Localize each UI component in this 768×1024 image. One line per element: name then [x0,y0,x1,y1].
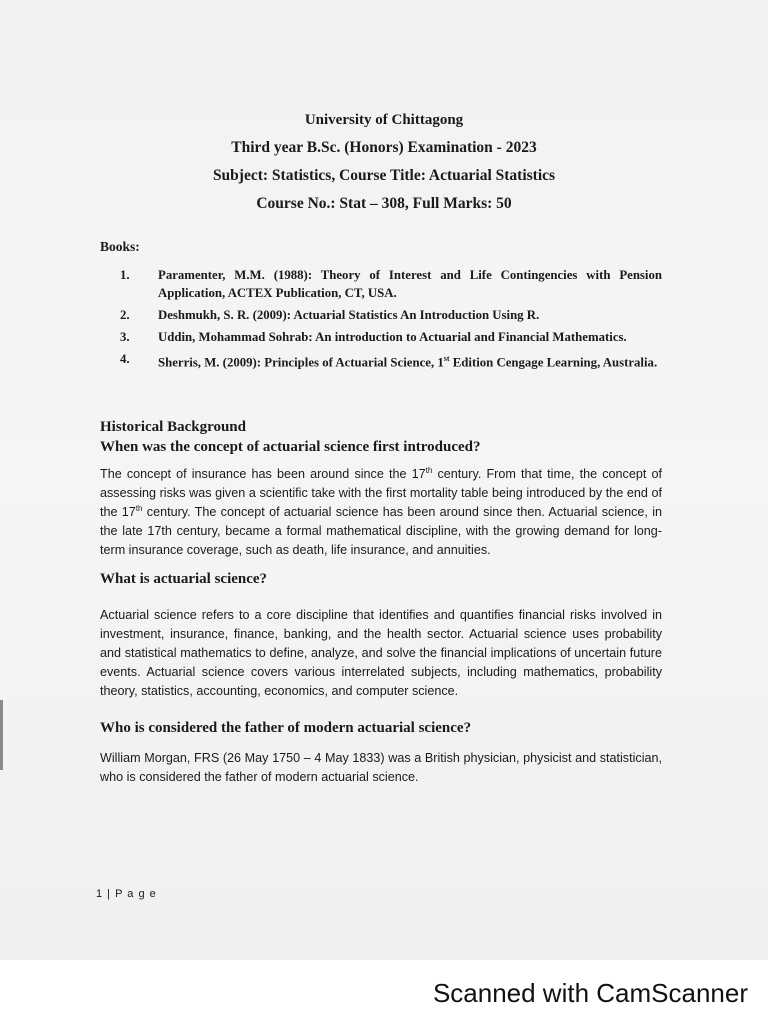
course-line: Course No.: Stat – 308, Full Marks: 50 [256,195,512,212]
scan-edge-mark [0,700,3,770]
book-number: 2. [120,308,130,322]
book-item [120,350,662,371]
page-number: 1 | P a g e [96,888,157,900]
scanner-watermark: Scanned with CamScanner [432,978,748,1008]
book-item [120,328,662,346]
what-title: What is actuarial science? [100,571,268,587]
book-number: 4. [120,352,130,366]
subject-line: Subject: Statistics, Course Title: Actuarial Statistics [212,167,556,184]
book-number: 3. [120,330,130,344]
book-text: Uddin, Mohammad Sohrab: An introduction to Actuarial and Financial Mathematics. [158,330,627,344]
father-paragraph: William Morgan, FRS (26 May 1750 – 4 May 1833) was a British physician, physicist and statistician, who is considered the father of modern actuarial science. [100,751,662,784]
historical-title: Historical Background [100,419,246,435]
university-name: University of Chittagong [304,112,464,128]
historical-section [100,417,481,457]
historical-question: When was the concept of actuarial science first introduced? [100,439,481,455]
book-text: Deshmukh, S. R. (2009): Actuarial Statistics An Introduction Using R. [158,308,540,322]
books-label: Books: [100,239,140,254]
book-text: Paramenter, M.M. (1988): Theory of Interest and Life Contingencies with Pension Application, ACTEX Publication, CT, USA. [158,268,662,300]
books-list [120,266,662,375]
exam-header [0,106,768,218]
exam-title: Third year B.Sc. (Honors) Examination - 2023 [231,139,537,156]
book-item [120,266,662,302]
historical-paragraph: The concept of insurance has been around since the 17th century. From that time, the concept of assessing risks was given a scientific take with the first mortality table being introduced by the end of the 17th century. The concept of actuarial science has been around since then. Actuarial science, in the late 17th century, became a formal mathematical discipline, with the growing demand for long-term insurance coverage, such as death, life insurance, and annuities. [100,465,663,557]
what-paragraph: Actuarial science refers to a core discipline that identifies and quantifies financial risks involved in investment, insurance, finance, banking, and the health sector. Actuarial science uses probability and statistical mathematics to define, analyze, and solve the financial implications of uncertain future events. Actuarial science covers various interrelated subjects, including mathematics, probability theory, statistics, accounting, economics, and computer science. [100,608,662,698]
book-number: 1. [120,268,130,282]
father-title: Who is considered the father of modern actuarial science? [100,720,472,736]
book-item [120,306,662,324]
book-text: Sherris, M. (2009): Principles of Actuarial Science, 1st Edition Cengage Learning, Australia. [158,354,658,370]
